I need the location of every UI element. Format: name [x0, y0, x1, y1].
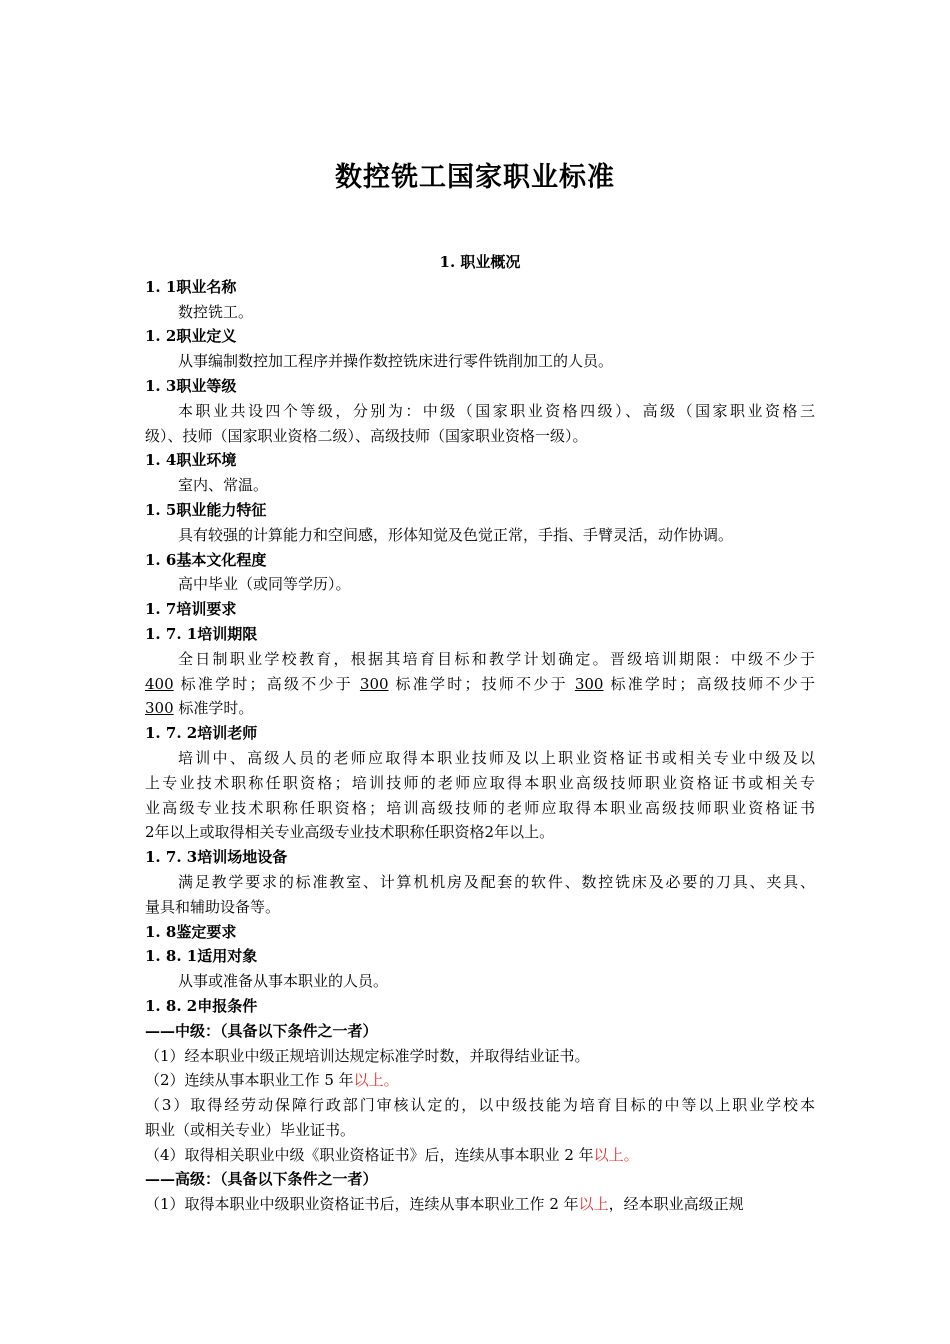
hours-high: 300	[359, 674, 389, 693]
text-span: 标准学时。	[173, 699, 254, 718]
text-span: （4）取得相关职业中级《职业资格证书》后，连续从事本职业 2 年	[145, 1145, 594, 1164]
highlight-text: 以上。	[593, 1145, 639, 1164]
hours-mid: 400	[145, 674, 174, 693]
heading-1-3: 1. 3职业等级	[145, 376, 237, 395]
text-span: 标准学时；高级技师不少于	[603, 674, 815, 693]
paragraph-1-7-1-line1: 全日制职业学校教育，根据其培育目标和教学计划确定。晋级培训期限：中级不少于	[178, 649, 815, 668]
hours-senior: 300	[145, 699, 174, 718]
heading-1-5: 1. 5职业能力特征	[145, 500, 267, 519]
heading-1-6: 1. 6基本文化程度	[145, 550, 267, 569]
paragraph-1-7-2-line3: 业高级专业技术职称任职资格；培训高级技师的老师应取得本职业高级技师职业资格证书	[145, 798, 815, 817]
heading-1-2: 1. 2职业定义	[145, 327, 237, 346]
heading-1-4: 1. 4职业环境	[145, 451, 237, 470]
paragraph-1-7-2-line4: 2年以上或取得相关专业高级专业技术职称任职资格2年以上。	[145, 823, 555, 842]
mid-level-heading: ——中级：（具备以下条件之一者）	[145, 1021, 378, 1040]
paragraph-1-5: 具有较强的计算能力和空间感，形体知觉及色觉正常，手指、手臂灵活，动作协调。	[178, 525, 734, 544]
highlight-text: 以上	[578, 1195, 609, 1214]
paragraph-1-4: 室内、常温。	[178, 476, 269, 495]
heading-1-8-2: 1. 8. 2申报条件	[145, 996, 258, 1015]
paragraph-1-3-line1: 本职业共设四个等级，分别为：中级（国家职业资格四级）、高级（国家职业资格三	[178, 401, 815, 420]
paragraph-1-2: 从事编制数控加工程序并操作数控铣床进行零件铣削加工的人员。	[178, 352, 614, 371]
heading-1-7-2: 1. 7. 2培训老师	[145, 724, 258, 743]
section-heading: 1. 职业概况	[439, 253, 521, 271]
text-span: 标准学时；高级不少于	[173, 674, 360, 693]
paragraph-1-3-line2: 级）、技师（国家职业资格二级）、高级技师（国家职业资格一级）。	[145, 426, 588, 445]
paragraph-1-7-2-line2: 上专业技术职称任职资格；培训技师的老师应取得本职业高级技师职业资格证书或相关专	[145, 773, 815, 792]
heading-1-7-1: 1. 7. 1培训期限	[145, 624, 258, 643]
mid-condition-4	[145, 1143, 815, 1168]
paragraph-1-1: 数控铣工。	[178, 302, 254, 321]
heading-1-1: 1. 1职业名称	[145, 277, 237, 296]
paragraph-1-7-2-line1: 培训中、高级人员的老师应取得本职业技师及以上职业资格证书或相关专业中级及以	[178, 748, 815, 767]
paragraph-1-7-3-line2: 量具和辅助设备等。	[145, 897, 281, 916]
heading-1-7-3: 1. 7. 3培训场地设备	[145, 848, 288, 867]
hours-tech: 300	[574, 674, 604, 693]
page-title: 数控铣工国家职业标准	[335, 162, 615, 193]
heading-1-7: 1. 7培训要求	[145, 600, 237, 619]
paragraph-1-6: 高中毕业（或同等学历）。	[178, 575, 351, 594]
paragraph-1-7-1-line3	[145, 696, 815, 721]
highlight-text: 以上。	[353, 1071, 399, 1090]
mid-condition-2	[145, 1068, 815, 1093]
heading-1-8: 1. 8鉴定要求	[145, 922, 237, 941]
text-span: 标准学时；技师不少于	[388, 674, 575, 693]
document-body	[145, 250, 815, 1217]
paragraph-1-8-1: 从事或准备从事本职业的人员。	[178, 972, 389, 991]
paragraph-1-7-1-line2	[145, 672, 815, 697]
paragraph-1-7-3-line1: 满足教学要求的标准教室、计算机机房及配套的软件、数控铣床及必要的刀具、夹具、	[178, 872, 815, 891]
heading-1-8-1: 1. 8. 1适用对象	[145, 947, 258, 966]
mid-condition-3-line1: （3）取得经劳动保障行政部门审核认定的，以中级技能为培育目标的中等以上职业学校本	[145, 1096, 815, 1115]
mid-condition-3-line2: 职业（或相关专业）毕业证书。	[145, 1120, 356, 1139]
text-span: （2）连续从事本职业工作 5 年	[145, 1071, 354, 1090]
mid-condition-1: （1）经本职业中级正规培训达规定标准学时数，并取得结业证书。	[145, 1046, 590, 1065]
text-span: ，经本职业高级正规	[608, 1195, 744, 1214]
high-level-heading: ——高级：（具备以下条件之一者）	[145, 1170, 378, 1189]
text-span: （1）取得本职业中级职业资格证书后，连续从事本职业工作 2 年	[145, 1195, 579, 1214]
high-condition-1	[145, 1192, 815, 1217]
